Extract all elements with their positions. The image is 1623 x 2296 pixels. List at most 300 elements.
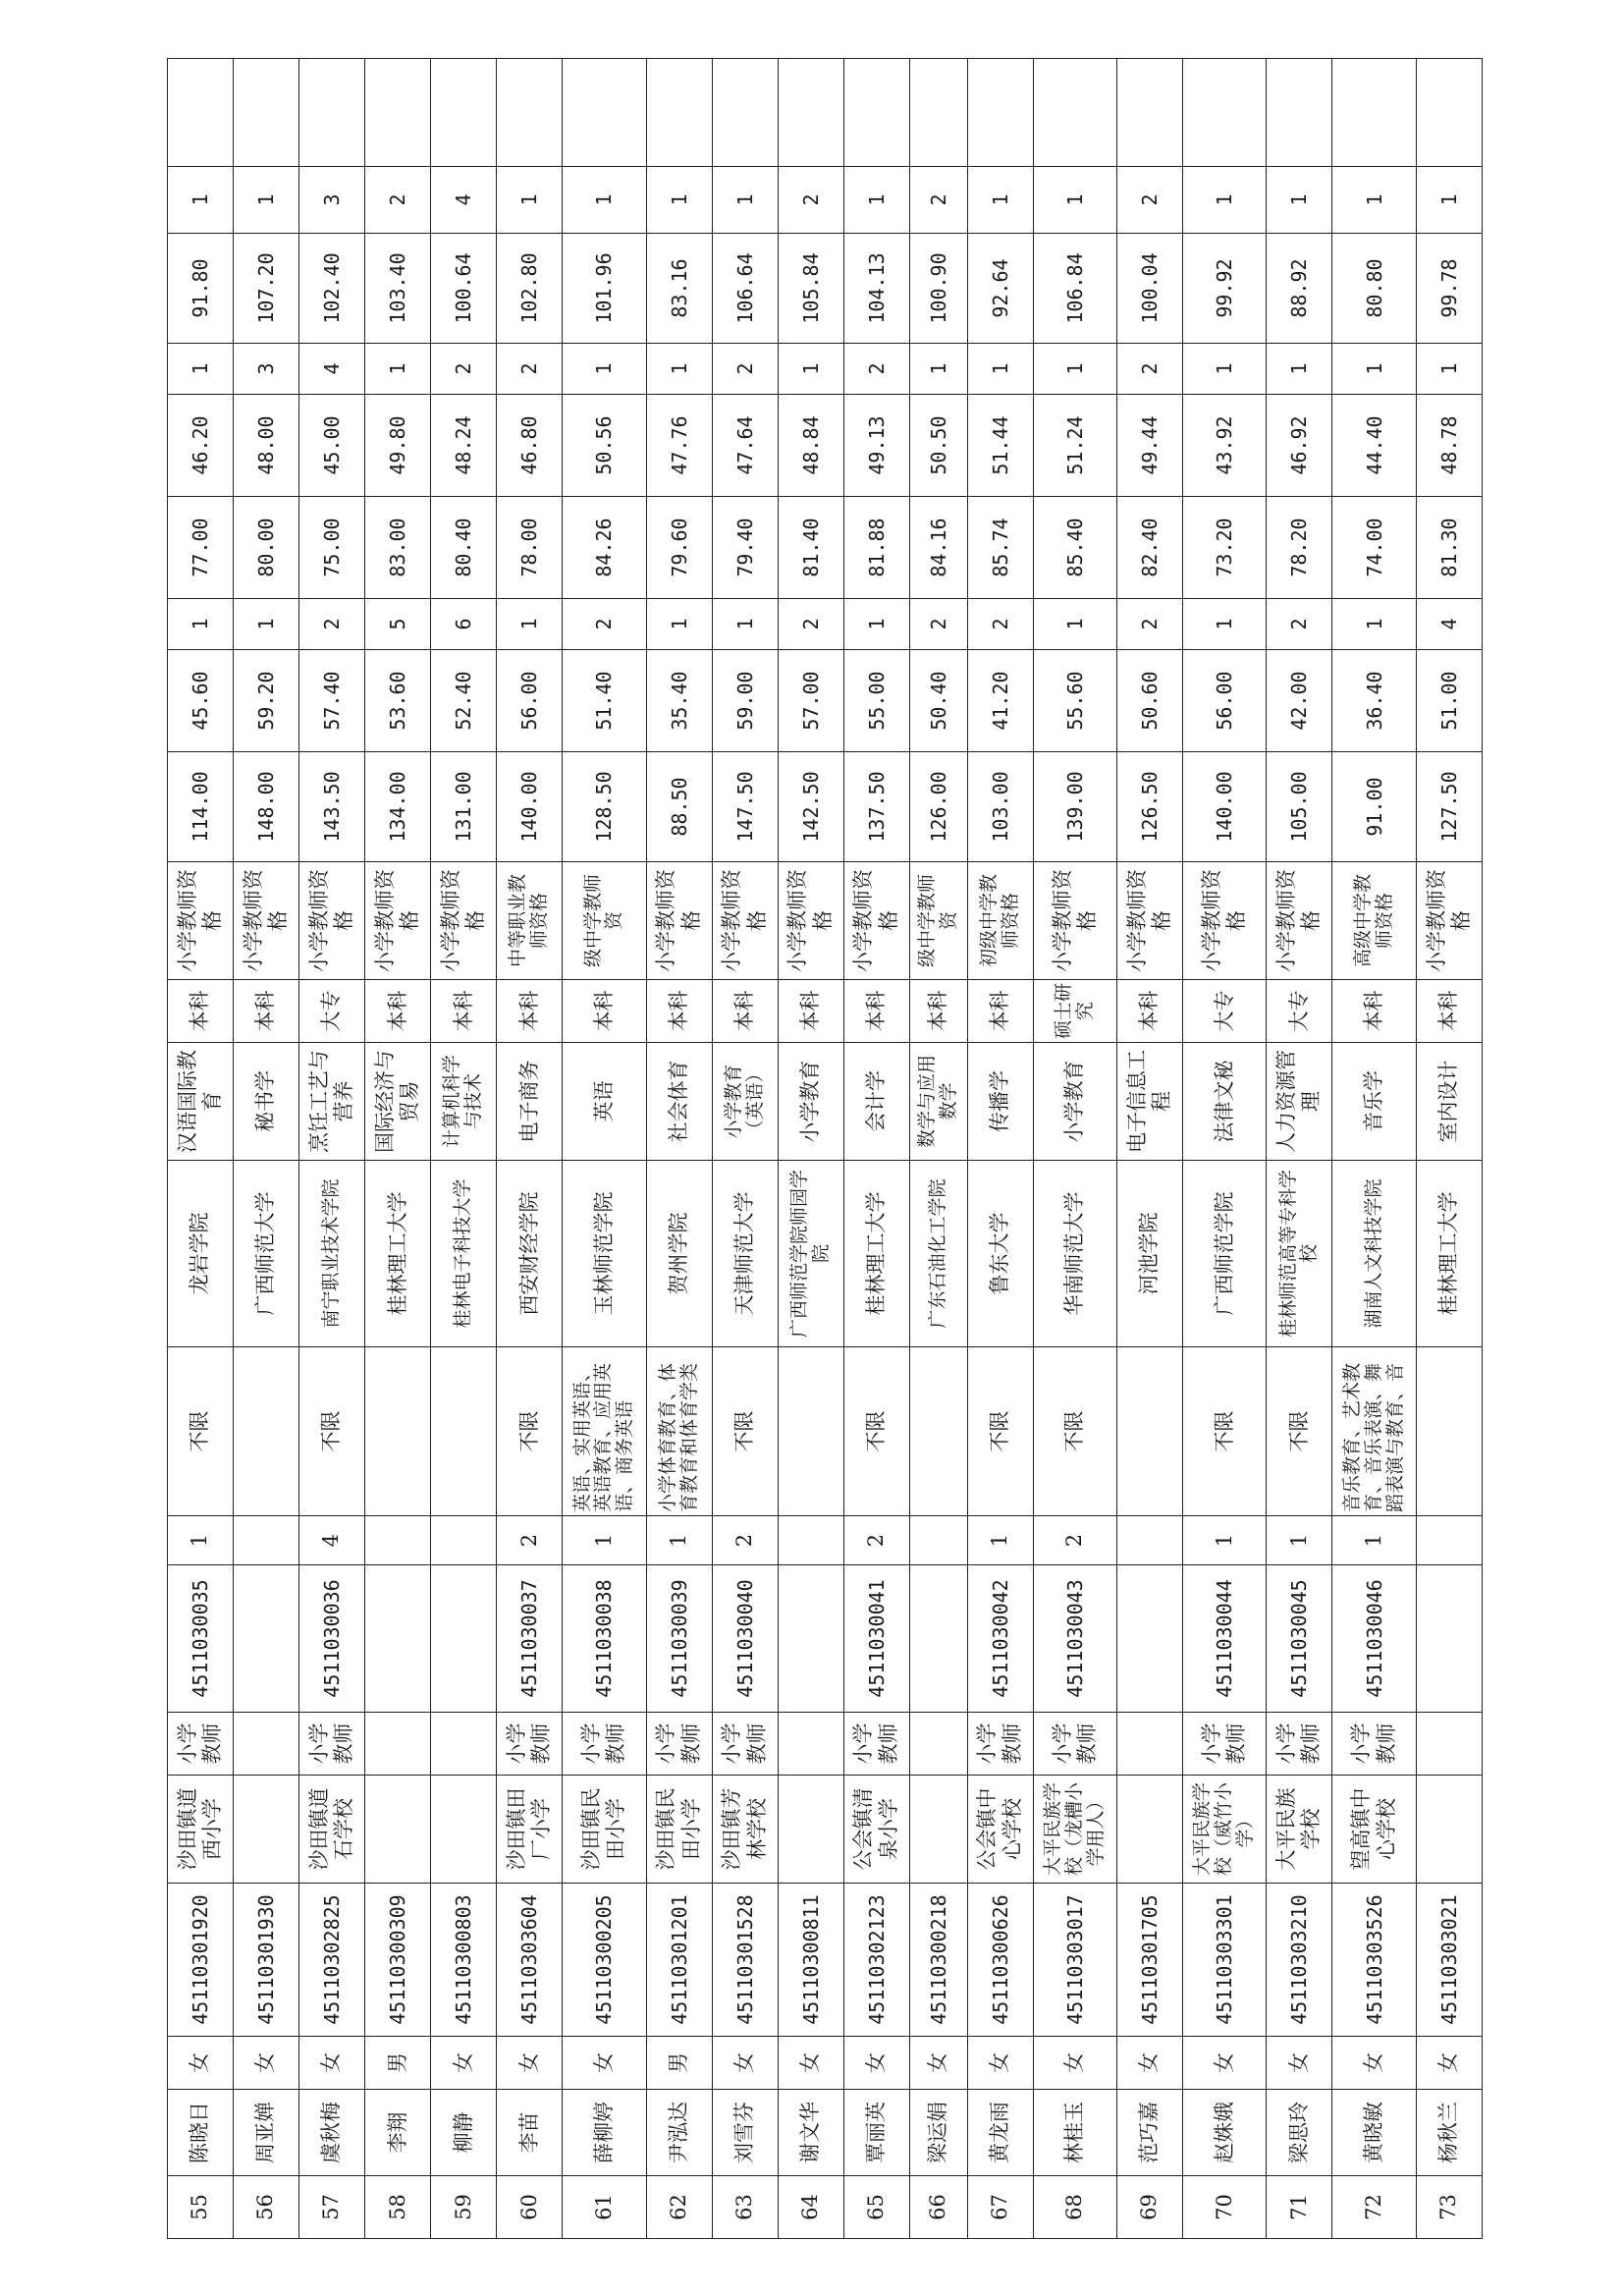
post: 小学教师: [843, 1713, 909, 1776]
post-code: 4511030042: [967, 1565, 1033, 1713]
interview-score: 80.40: [431, 497, 497, 599]
school: [234, 1776, 299, 1884]
remarks: [1332, 59, 1416, 167]
certificate: 小学教师资格: [234, 862, 299, 980]
remarks: [712, 59, 778, 167]
graduate-school: 桂林理工大学: [365, 1161, 431, 1347]
written-rank: 2: [563, 599, 646, 650]
remarks: [1183, 59, 1267, 167]
written-weighted: 42.00: [1267, 650, 1332, 752]
school: 公会镇清泉小学: [843, 1776, 909, 1884]
table-row: [909, 59, 967, 2239]
interview-score: 73.20: [1183, 497, 1267, 599]
row-number: 72: [1332, 2176, 1416, 2239]
post: 小学教师: [1033, 1713, 1116, 1776]
interview-weighted: 47.64: [712, 395, 778, 497]
total-rank: 4: [431, 167, 497, 234]
interview-weighted: 50.50: [909, 395, 967, 497]
written-raw: 148.00: [234, 752, 299, 862]
written-weighted: 59.20: [234, 650, 299, 752]
post-code: 4511030038: [563, 1565, 646, 1713]
education: 本科: [365, 980, 431, 1043]
certificate: 小学教师资格: [843, 862, 909, 980]
row-number: 71: [1267, 2176, 1332, 2239]
remarks: [168, 59, 234, 167]
written-rank: 1: [1332, 599, 1416, 650]
graduate-school: 南宁职业技术学院: [299, 1161, 365, 1347]
gender: 女: [299, 2037, 365, 2090]
certificate: 小学教师资格: [1033, 862, 1116, 980]
candidate-name: 薛柳婷: [563, 2090, 646, 2176]
total-rank: 2: [365, 167, 431, 234]
written-weighted: 36.40: [1332, 650, 1416, 752]
table-row: [497, 59, 563, 2239]
written-rank: 1: [1183, 599, 1267, 650]
written-rank: 6: [431, 599, 497, 650]
post: [365, 1713, 431, 1776]
written-weighted: 53.60: [365, 650, 431, 752]
gender: 女: [1033, 2037, 1116, 2090]
certificate: 初级中学教师资格: [967, 862, 1033, 980]
interview-score: 78.00: [497, 497, 563, 599]
written-raw: 88.50: [646, 752, 712, 862]
candidate-name: 赵姝娥: [1183, 2090, 1267, 2176]
remarks: [1117, 59, 1183, 167]
exam-number: 45110303017: [1033, 1884, 1116, 2037]
exam-number: 45110300218: [909, 1884, 967, 2037]
gender: 女: [1117, 2037, 1183, 2090]
quota: 1: [563, 1516, 646, 1565]
interview-weighted: 46.20: [168, 395, 234, 497]
row-number: 62: [646, 2176, 712, 2239]
candidate-name: 虞秋梅: [299, 2090, 365, 2176]
post-code: [431, 1565, 497, 1713]
interview-rank: 1: [909, 344, 967, 395]
interview-weighted: 49.44: [1117, 395, 1183, 497]
gender: 男: [646, 2037, 712, 2090]
row-number: 59: [431, 2176, 497, 2239]
written-raw: 147.50: [712, 752, 778, 862]
interview-weighted: 45.00: [299, 395, 365, 497]
graduate-school: 桂林师范高等专科学校: [1267, 1161, 1332, 1347]
major-requirement: 音乐教育、艺术教育、音乐表演、舞蹈表演与教育、音: [1332, 1347, 1416, 1516]
exam-number: 45110303604: [497, 1884, 563, 2037]
remarks: [909, 59, 967, 167]
written-weighted: 50.60: [1117, 650, 1183, 752]
post: [1416, 1713, 1482, 1776]
major-requirement: 英语、实用英语、英语教育、应用英语、商务英语: [563, 1347, 646, 1516]
table-row: [712, 59, 778, 2239]
written-rank: 2: [1117, 599, 1183, 650]
interview-score: 81.40: [778, 497, 843, 599]
post: 小学教师: [299, 1713, 365, 1776]
education: 本科: [646, 980, 712, 1043]
interview-rank: 2: [712, 344, 778, 395]
interview-weighted: 49.13: [843, 395, 909, 497]
major: 传播学: [967, 1043, 1033, 1161]
quota: 1: [967, 1516, 1033, 1565]
interview-score: 79.40: [712, 497, 778, 599]
post: 小学教师: [497, 1713, 563, 1776]
total-rank: 1: [646, 167, 712, 234]
total-rank: 1: [843, 167, 909, 234]
remarks: [234, 59, 299, 167]
written-raw: 127.50: [1416, 752, 1482, 862]
remarks: [365, 59, 431, 167]
total-score: 104.13: [843, 234, 909, 344]
post: 小学教师: [168, 1713, 234, 1776]
quota: [431, 1516, 497, 1565]
remarks: [967, 59, 1033, 167]
major: 室内设计: [1416, 1043, 1482, 1161]
total-rank: 1: [967, 167, 1033, 234]
graduate-school: 龙岩学院: [168, 1161, 234, 1347]
written-raw: 91.00: [1332, 752, 1416, 862]
education: 硕士研究: [1033, 980, 1116, 1043]
exam-number: 45110301528: [712, 1884, 778, 2037]
interview-weighted: 46.80: [497, 395, 563, 497]
row-number: 55: [168, 2176, 234, 2239]
candidate-name: 刘雪芬: [712, 2090, 778, 2176]
school: [778, 1776, 843, 1884]
certificate: 小学教师资格: [299, 862, 365, 980]
post: 小学教师: [1267, 1713, 1332, 1776]
interview-score: 74.00: [1332, 497, 1416, 599]
written-raw: 114.00: [168, 752, 234, 862]
total-score: 100.64: [431, 234, 497, 344]
total-score: 100.90: [909, 234, 967, 344]
interview-score: 84.16: [909, 497, 967, 599]
post: [1117, 1713, 1183, 1776]
written-raw: 126.50: [1117, 752, 1183, 862]
graduate-school: 广东石油化工学院: [909, 1161, 967, 1347]
candidate-name: 谢文华: [778, 2090, 843, 2176]
major-requirement: 不限: [843, 1347, 909, 1516]
table-row: [1117, 59, 1183, 2239]
row-number: 56: [234, 2176, 299, 2239]
row-number: 70: [1183, 2176, 1267, 2239]
total-rank: 1: [497, 167, 563, 234]
total-score: 106.84: [1033, 234, 1116, 344]
interview-rank: 2: [497, 344, 563, 395]
certificate: 级中学教师资: [563, 862, 646, 980]
interview-weighted: 46.92: [1267, 395, 1332, 497]
candidate-name: 覃丽英: [843, 2090, 909, 2176]
post-code: 4511030046: [1332, 1565, 1416, 1713]
remarks: [646, 59, 712, 167]
written-weighted: 50.40: [909, 650, 967, 752]
interview-rank: 1: [563, 344, 646, 395]
written-raw: 143.50: [299, 752, 365, 862]
school: [1416, 1776, 1482, 1884]
education: 本科: [234, 980, 299, 1043]
education: 本科: [712, 980, 778, 1043]
row-number: 65: [843, 2176, 909, 2239]
row-number: 66: [909, 2176, 967, 2239]
major-requirement: 不限: [168, 1347, 234, 1516]
exam-number: 45110301705: [1117, 1884, 1183, 2037]
graduate-school: 西安财经学院: [497, 1161, 563, 1347]
interview-weighted: 44.40: [1332, 395, 1416, 497]
education: 本科: [778, 980, 843, 1043]
written-rank: 2: [967, 599, 1033, 650]
candidate-name: 杨秋兰: [1416, 2090, 1482, 2176]
major: 会计学: [843, 1043, 909, 1161]
interview-rank: 1: [1033, 344, 1116, 395]
education: 本科: [431, 980, 497, 1043]
major-requirement: [365, 1347, 431, 1516]
written-weighted: 45.60: [168, 650, 234, 752]
graduate-school: 广西师范学院师园学院: [778, 1161, 843, 1347]
written-weighted: 59.00: [712, 650, 778, 752]
total-score: 83.16: [646, 234, 712, 344]
gender: 女: [1183, 2037, 1267, 2090]
total-score: 102.80: [497, 234, 563, 344]
school: 沙田镇芳林学校: [712, 1776, 778, 1884]
gender: 女: [431, 2037, 497, 2090]
total-rank: 2: [1117, 167, 1183, 234]
exam-number: 45110300803: [431, 1884, 497, 2037]
row-number: 64: [778, 2176, 843, 2239]
graduate-school: 湖南人文科技学院: [1332, 1161, 1416, 1347]
row-number: 63: [712, 2176, 778, 2239]
written-rank: 1: [712, 599, 778, 650]
school: [431, 1776, 497, 1884]
certificate: 级中学教师资: [909, 862, 967, 980]
quota: 1: [646, 1516, 712, 1565]
remarks: [1416, 59, 1482, 167]
major-requirement: 不限: [1267, 1347, 1332, 1516]
interview-rank: 1: [1332, 344, 1416, 395]
major-requirement: [1117, 1347, 1183, 1516]
written-rank: 2: [299, 599, 365, 650]
post-code: [365, 1565, 431, 1713]
education: 本科: [1332, 980, 1416, 1043]
major: 汉语国际教育: [168, 1043, 234, 1161]
interview-score: 80.00: [234, 497, 299, 599]
school: 大平民族学校: [1267, 1776, 1332, 1884]
candidate-name: 林桂玉: [1033, 2090, 1116, 2176]
quota: 2: [497, 1516, 563, 1565]
gender: 女: [234, 2037, 299, 2090]
total-score: 106.64: [712, 234, 778, 344]
written-raw: 134.00: [365, 752, 431, 862]
row-number: 58: [365, 2176, 431, 2239]
post-code: [1416, 1565, 1482, 1713]
quota: [234, 1516, 299, 1565]
exam-number: 45110303526: [1332, 1884, 1416, 2037]
written-raw: 131.00: [431, 752, 497, 862]
graduate-school: 玉林师范学院: [563, 1161, 646, 1347]
education: 大专: [1183, 980, 1267, 1043]
certificate: 高级中学教师资格: [1332, 862, 1416, 980]
remarks: [1267, 59, 1332, 167]
gender: 女: [843, 2037, 909, 2090]
graduate-school: 天津师范大学: [712, 1161, 778, 1347]
major: 法律文秘: [1183, 1043, 1267, 1161]
major-requirement: 不限: [497, 1347, 563, 1516]
post: 小学教师: [563, 1713, 646, 1776]
major: 社会体育: [646, 1043, 712, 1161]
interview-rank: 2: [843, 344, 909, 395]
post-code: 4511030040: [712, 1565, 778, 1713]
school: 沙田镇道石学校: [299, 1776, 365, 1884]
written-raw: 140.00: [1183, 752, 1267, 862]
exam-number: 45110303210: [1267, 1884, 1332, 2037]
interview-weighted: 47.76: [646, 395, 712, 497]
written-rank: 2: [909, 599, 967, 650]
exam-number: 45110302825: [299, 1884, 365, 2037]
quota: 1: [1332, 1516, 1416, 1565]
interview-rank: 1: [1267, 344, 1332, 395]
row-number: 69: [1117, 2176, 1183, 2239]
school: 沙田镇道西小学: [168, 1776, 234, 1884]
quota: [365, 1516, 431, 1565]
interview-rank: 1: [365, 344, 431, 395]
interview-score: 81.88: [843, 497, 909, 599]
major-requirement: [234, 1347, 299, 1516]
remarks: [843, 59, 909, 167]
total-rank: 2: [778, 167, 843, 234]
table-row: [843, 59, 909, 2239]
written-weighted: 41.20: [967, 650, 1033, 752]
major: 秘书学: [234, 1043, 299, 1161]
table-row: [1332, 59, 1416, 2239]
table-row: [168, 59, 234, 2239]
row-number: 68: [1033, 2176, 1116, 2239]
major: 电子商务: [497, 1043, 563, 1161]
education: 大专: [299, 980, 365, 1043]
graduate-school: 河池学院: [1117, 1161, 1183, 1347]
major-requirement: 不限: [1033, 1347, 1116, 1516]
major-requirement: 小学体育教育、体育教育和体育学类: [646, 1347, 712, 1516]
exam-number: 45110302123: [843, 1884, 909, 2037]
interview-weighted: 51.44: [967, 395, 1033, 497]
post-code: 4511030045: [1267, 1565, 1332, 1713]
graduate-school: 华南师范大学: [1033, 1161, 1116, 1347]
education: 本科: [497, 980, 563, 1043]
post: 小学教师: [1183, 1713, 1267, 1776]
school: [1117, 1776, 1183, 1884]
written-raw: 142.50: [778, 752, 843, 862]
certificate: 小学教师资格: [168, 862, 234, 980]
written-raw: 139.00: [1033, 752, 1116, 862]
gender: 女: [1267, 2037, 1332, 2090]
remarks: [431, 59, 497, 167]
education: 本科: [843, 980, 909, 1043]
written-raw: 140.00: [497, 752, 563, 862]
total-rank: 1: [563, 167, 646, 234]
gender: 女: [1416, 2037, 1482, 2090]
gender: 女: [909, 2037, 967, 2090]
certificate: 小学教师资格: [431, 862, 497, 980]
major: 数学与应用数学: [909, 1043, 967, 1161]
major-requirement: [778, 1347, 843, 1516]
written-rank: 2: [1267, 599, 1332, 650]
major: 英语: [563, 1043, 646, 1161]
graduate-school: 桂林理工大学: [1416, 1161, 1482, 1347]
post-code: [234, 1565, 299, 1713]
post: [431, 1713, 497, 1776]
candidate-name: 周亚婵: [234, 2090, 299, 2176]
exam-number: 45110300811: [778, 1884, 843, 2037]
major-requirement: 不限: [1183, 1347, 1267, 1516]
candidate-name: 尹泓达: [646, 2090, 712, 2176]
total-score: 102.40: [299, 234, 365, 344]
table-row: [646, 59, 712, 2239]
interview-weighted: 48.24: [431, 395, 497, 497]
graduate-school: 贺州学院: [646, 1161, 712, 1347]
major: 音乐学: [1332, 1043, 1416, 1161]
gender: 女: [1332, 2037, 1416, 2090]
written-rank: 5: [365, 599, 431, 650]
written-raw: 105.00: [1267, 752, 1332, 862]
row-number: 67: [967, 2176, 1033, 2239]
written-raw: 137.50: [843, 752, 909, 862]
post: [909, 1713, 967, 1776]
exam-number: 45110300626: [967, 1884, 1033, 2037]
certificate: 小学教师资格: [712, 862, 778, 980]
table-row: [365, 59, 431, 2239]
interview-rank: 1: [967, 344, 1033, 395]
major: 国际经济与贸易: [365, 1043, 431, 1161]
post-code: 4511030041: [843, 1565, 909, 1713]
gender: 女: [168, 2037, 234, 2090]
major: 电子信息工程: [1117, 1043, 1183, 1161]
post-code: 4511030044: [1183, 1565, 1267, 1713]
written-weighted: 51.40: [563, 650, 646, 752]
written-weighted: 55.00: [843, 650, 909, 752]
school: 沙田镇田厂小学: [497, 1776, 563, 1884]
interview-rank: 4: [299, 344, 365, 395]
total-score: 101.96: [563, 234, 646, 344]
interview-score: 79.60: [646, 497, 712, 599]
exam-number: 45110301920: [168, 1884, 234, 2037]
interview-rank: 3: [234, 344, 299, 395]
candidate-name: 黄晓敏: [1332, 2090, 1416, 2176]
candidate-name: 梁思玲: [1267, 2090, 1332, 2176]
candidate-name: 李翔: [365, 2090, 431, 2176]
major-requirement: [431, 1347, 497, 1516]
written-weighted: 56.00: [497, 650, 563, 752]
post-code: 4511030043: [1033, 1565, 1116, 1713]
total-rank: 1: [234, 167, 299, 234]
candidate-name: 柳静: [431, 2090, 497, 2176]
written-raw: 103.00: [967, 752, 1033, 862]
education: 大专: [1267, 980, 1332, 1043]
total-rank: 1: [1416, 167, 1482, 234]
table-row: [1416, 59, 1482, 2239]
gender: 女: [563, 2037, 646, 2090]
gender: 女: [712, 2037, 778, 2090]
interview-weighted: 50.56: [563, 395, 646, 497]
written-weighted: 56.00: [1183, 650, 1267, 752]
certificate: 小学教师资格: [1416, 862, 1482, 980]
school: 大平民族学校（龙槽小学用人）: [1033, 1776, 1116, 1884]
total-rank: 1: [1267, 167, 1332, 234]
education: 本科: [1416, 980, 1482, 1043]
education: 本科: [1117, 980, 1183, 1043]
exam-number: 45110303301: [1183, 1884, 1267, 2037]
major-requirement: [909, 1347, 967, 1516]
interview-score: 84.26: [563, 497, 646, 599]
interview-weighted: 48.78: [1416, 395, 1482, 497]
major: 小学教育: [778, 1043, 843, 1161]
school: 公会镇中心学校: [967, 1776, 1033, 1884]
certificate: 小学教师资格: [646, 862, 712, 980]
rotated-table-sheet: [167, 59, 1483, 2239]
major-requirement: 不限: [299, 1347, 365, 1516]
